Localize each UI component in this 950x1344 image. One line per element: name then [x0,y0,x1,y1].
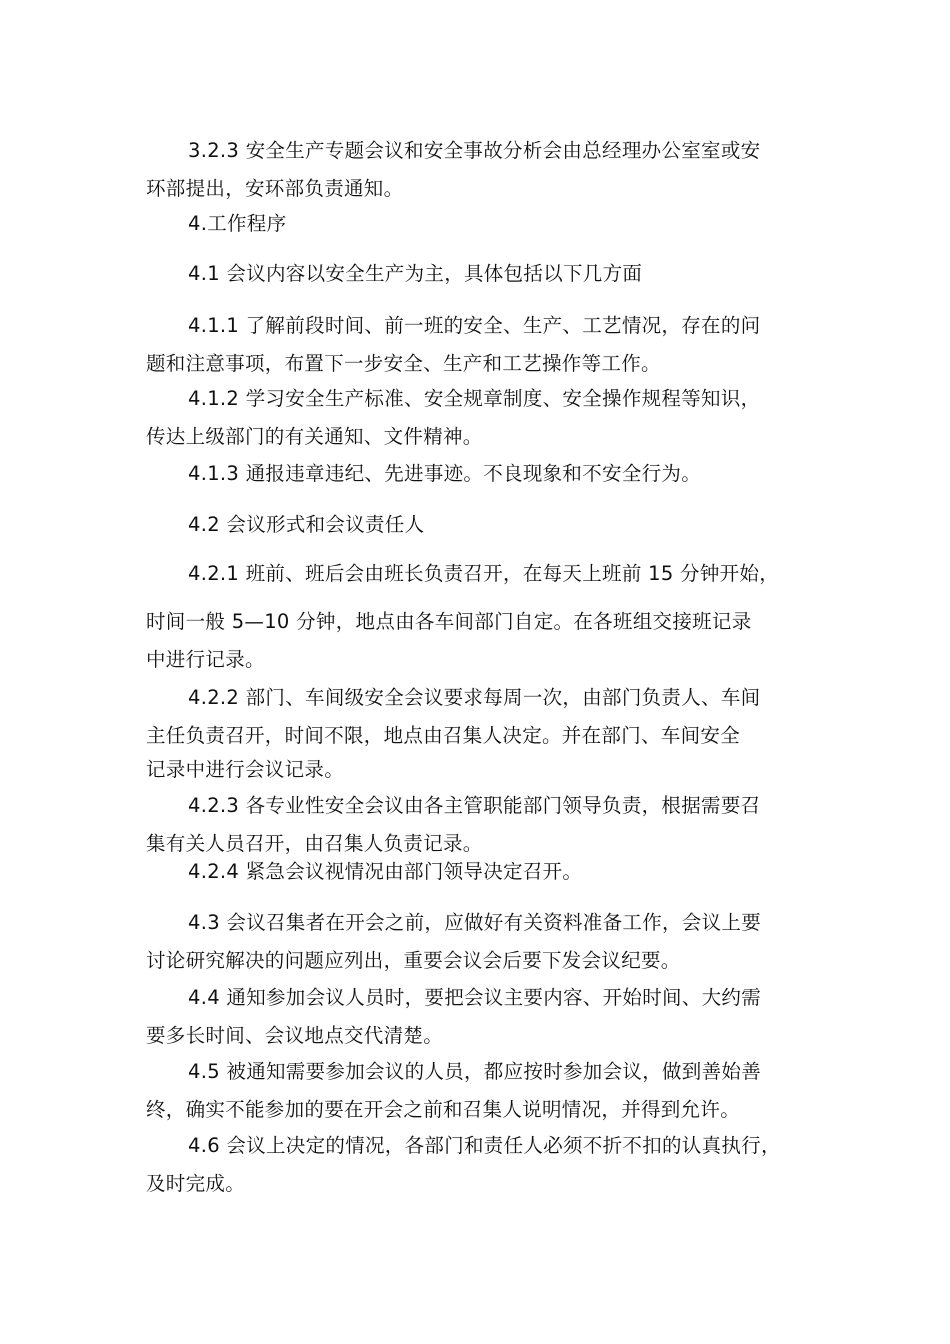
paragraph-4-2-1-first-line [146,555,814,593]
paragraph-line: 4.1.3 通报违章违纪、先进事迹。不良现象和不安全行为。 [188,462,702,485]
paragraph-line: 题和注意事项，布置下一步安全、生产和工艺操作等工作。 [146,352,661,375]
paragraph-line: 4.5 被通知需要参加会议的人员，都应按时参加会议，做到善始善 [188,1060,762,1083]
paragraph-line: 终，确实不能参加的要在开会之前和召集人说明情况，并得到允许。 [146,1098,741,1121]
paragraph-4-2-1-continued [146,603,814,679]
paragraph-4-1-3 [146,455,814,493]
paragraph-line: 4.2.4 紧急会议视情况由部门领导决定召开。 [188,860,583,883]
paragraph-line: 4.6 会议上决定的情况，各部门和责任人必须不折不扣的认真执行， [188,1134,781,1157]
paragraph-4-3 [146,904,814,980]
paragraph-line: 主任负责召开，时间不限，地点由召集人决定。并在部门、车间安全 [146,724,741,747]
paragraph-line: 4.3 会议召集者在开会之前，应做好有关资料准备工作，会议上要 [188,911,762,934]
section-heading-4 [146,205,814,243]
paragraph-4-2 [146,506,814,544]
paragraph-line: 4.4 通知参加会议人员时，要把会议主要内容、开始时间、大约需 [188,986,762,1009]
paragraph-line: 4.2.2 部门、车间级安全会议要求每周一次，由部门负责人、车间 [188,686,761,709]
paragraph-4-1-2 [146,380,814,456]
paragraph-line: 3.2.3 安全生产专题会议和安全事故分析会由总经理办公室室或安 [188,139,761,162]
paragraph-line: 记录中进行会议记录。 [146,758,345,781]
paragraph-4-1-1 [146,307,814,383]
paragraph-line: 4.2.3 各专业性安全会议由各主管职能部门领导负责，根据需要召 [188,794,761,817]
paragraph-line: 讨论研究解决的问题应列出，重要会议会后要下发会议纪要。 [146,949,681,972]
paragraph-line: 4.1 会议内容以安全生产为主，具体包括以下几方面 [188,262,643,285]
paragraph-line: 4.工作程序 [188,212,287,235]
paragraph-4-5 [146,1053,814,1129]
paragraph-line: 环部提出，安环部负责通知。 [146,177,404,200]
paragraph-line: 4.2 会议形式和会议责任人 [188,513,425,536]
paragraph-4-4 [146,979,814,1055]
paragraph-3-2-3 [146,132,814,208]
paragraph-line: 传达上级部门的有关通知、文件精神。 [146,425,483,448]
paragraph-line: 中进行记录。 [146,648,265,671]
paragraph-line: 及时完成。 [146,1172,246,1195]
paragraph-line: 4.2.1 班前、班后会由班长负责召开，在每天上班前 15 分钟开始， [188,562,780,585]
paragraph-4-2-3 [146,787,814,863]
paragraph-line: 时间一般 5—10 分钟，地点由各车间部门自定。在各班组交接班记录 [146,610,752,633]
paragraph-line: 4.1.1 了解前段时间、前一班的安全、生产、工艺情况，存在的问 [188,314,761,337]
paragraph-line: 集有关人员召开，由召集人负责记录。 [146,832,483,855]
paragraph-line: 要多长时间、会议地点交代清楚。 [146,1024,444,1047]
paragraph-4-1 [146,255,814,293]
paragraph-line: 4.1.2 学习安全生产标准、安全规章制度、安全操作规程等知识， [188,387,761,410]
paragraph-4-2-4 [146,853,814,891]
paragraph-4-2-2 [146,679,814,789]
paragraph-4-6 [146,1127,814,1203]
